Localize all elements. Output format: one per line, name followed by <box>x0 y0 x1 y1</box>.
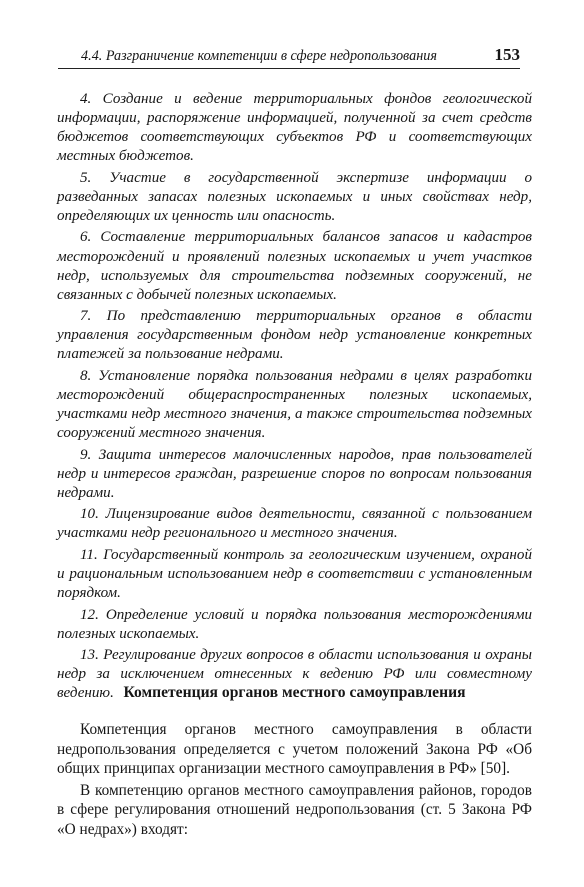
list-item: 11. Государственный контроль за геологическим изучением, охраной и рациональным использованием недр в соответствии с установленным порядком. <box>57 546 532 602</box>
list-item: 4. Создание и ведение территориальных фондов геологической информации, распоряжение информацией, полученной за счет средств бюджетов соответствующих субъектов РФ и соответствующих местных бюджетов. <box>57 91 532 165</box>
running-header-title: 4.4. Разграничение компетенции в сфере недропользования <box>81 48 437 64</box>
list-item: 5. Участие в государственной экспертизе информации о разведанных запасах полезных ископаемых и иных свойствах недр, определяющих их ценность или опасность. <box>57 169 532 224</box>
list-item: 7. По представлению территориальных органов в области управления государственным фондом недр установление конкретных платежей за пользование недрами. <box>57 308 532 363</box>
list-item: 10. Лицензирование видов деятельности, связанной с пользованием участками недр регионального и местного значения. <box>57 506 532 542</box>
body-paragraph: В компетенцию органов местного самоуправления районов, городов в сфере регулирования отношений недропользования (ст. 5 Закона РФ «О недрах») входят: <box>57 781 532 838</box>
section-body <box>57 720 532 841</box>
section-heading: Компетенция органов местного самоуправления <box>123 684 466 701</box>
page-number: 153 <box>494 45 520 64</box>
body-paragraph: Компетенция органов местного самоуправления в области недропользования определяется с учетом положений Закона РФ «Об общих принципах организации местного самоуправления в РФ» [50]. <box>57 721 532 777</box>
list-item: 9. Защита интересов малочисленных народов, прав пользователей недр и интересов граждан, разрешение споров по вопросам пользования недрами. <box>57 446 532 501</box>
list-item: 13. Регулирование других вопросов в области использования и охраны недр за исключением отнесенных к ведению РФ или совместному ведению. <box>57 647 532 702</box>
list-item: 6. Составление территориальных балансов запасов и кадастров месторождений и проявлений полезных ископаемых и учет участков недр, используемых для строительства подземных сооружений, не связанных с добычей полезных ископаемых. <box>57 229 532 303</box>
list-item: 8. Установление порядка пользования недрами в целях разработки месторождений общераспространенных полезных ископаемых, участками недр местного значения, а также строительства подземных сооружений местного значения. <box>57 367 532 442</box>
competence-list <box>57 90 532 706</box>
list-item: 12. Определение условий и порядка пользования месторождениями полезных ископаемых. <box>57 606 532 642</box>
running-header <box>58 46 520 69</box>
